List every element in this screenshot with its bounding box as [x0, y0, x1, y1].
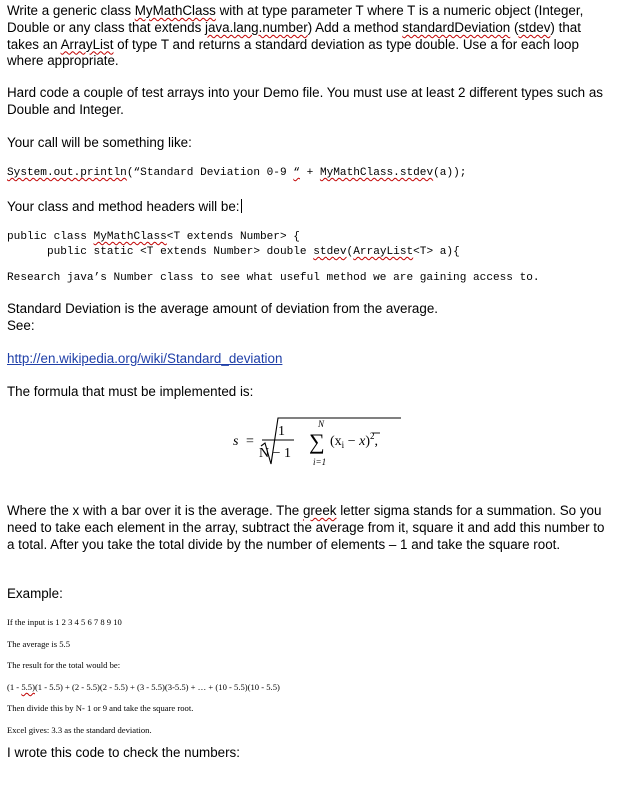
arraylist-misspelled: ArrayList	[60, 36, 114, 52]
method-name-misspelled: standardDeviation	[402, 19, 511, 35]
package-name-misspelled: java.lang.number	[205, 19, 308, 35]
formula-intro: The formula that must be implemented is:	[7, 384, 254, 399]
sigma-symbol: ∑	[309, 429, 325, 454]
formula-equals: =	[246, 434, 254, 449]
see-label: See:	[7, 318, 35, 333]
sum-upper: N	[318, 419, 325, 429]
formula-one: 1	[278, 424, 285, 439]
example-excel: Excel gives: 3.3 as the standard deviation.	[7, 725, 152, 735]
class-name-misspelled: MyMathClass	[134, 3, 216, 18]
research-line: Research java’s Number class to see what useful method we are gaining access to.	[7, 272, 540, 284]
example-total-label: The result for the total would be:	[7, 660, 121, 670]
closing-text: I wrote this code to check the numbers:	[7, 745, 240, 760]
text-cursor	[241, 199, 242, 213]
call-intro: Your call will be something like:	[7, 135, 192, 150]
greek-misspelled: greek	[302, 503, 337, 518]
definition-text: Standard Deviation is the average amount of deviation from the average.	[7, 301, 438, 316]
example-divide: Then divide this by N- 1 or 9 and take the square root.	[7, 703, 194, 713]
sum-lower: i=1	[313, 457, 327, 467]
explanation-paragraph: Where the x with a bar over it is the average. The greek letter sigma stands for a summation. So you need to take each element in the array, subtract the average from it, square it and add this number to a total. After you take the total divide by the number of elements – 1 and take the square root.	[7, 503, 605, 552]
call-code-line: System.out.println(“Standard Deviation 0-9 “ + MyMathClass.stdev(a));	[7, 167, 467, 179]
example-label: Example:	[7, 586, 63, 601]
method-header-line: public static <T extends Number> double stdev(ArrayList<T> a){	[7, 246, 460, 258]
formula-body: $(x_i - x)^2$,	[330, 431, 378, 450]
headers-intro: Your class and method headers will be:	[7, 199, 240, 214]
wikipedia-link[interactable]: http://en.wikipedia.org/wiki/Standard_deviation	[7, 351, 283, 366]
formula-s: s	[233, 434, 239, 449]
intro-paragraph: Write a generic class MyMathClass with at type parameter T where T is a numeric object (Integer, Double or any class that extends java.lang.number) Add a method standardDeviation (stdev) that takes an ArrayList of type T and returns a standard deviation as type double. Use a for each loop where appropriate.	[7, 3, 584, 69]
class-header-line: public class MyMathClass<T extends Number> {	[7, 231, 300, 243]
std-dev-formula	[225, 412, 405, 474]
formula-denominator: N − 1	[259, 446, 292, 461]
example-input: If the input is 1 2 3 4 5 6 7 8 9 10	[7, 617, 122, 627]
hardcode-paragraph: Hard code a couple of test arrays into your Demo file. You must use at least 2 different types such as Double and Integer.	[7, 85, 603, 117]
method-short-misspelled: stdev	[518, 19, 551, 35]
example-average: The average is 5.5	[7, 639, 70, 649]
example-total-expression: (1 - 5.5)(1 - 5.5) + (2 - 5.5)(2 - 5.5) + (3 - 5.5)(3-5.5) + … + (10 - 5.5)(10 - 5.5)	[7, 682, 280, 692]
